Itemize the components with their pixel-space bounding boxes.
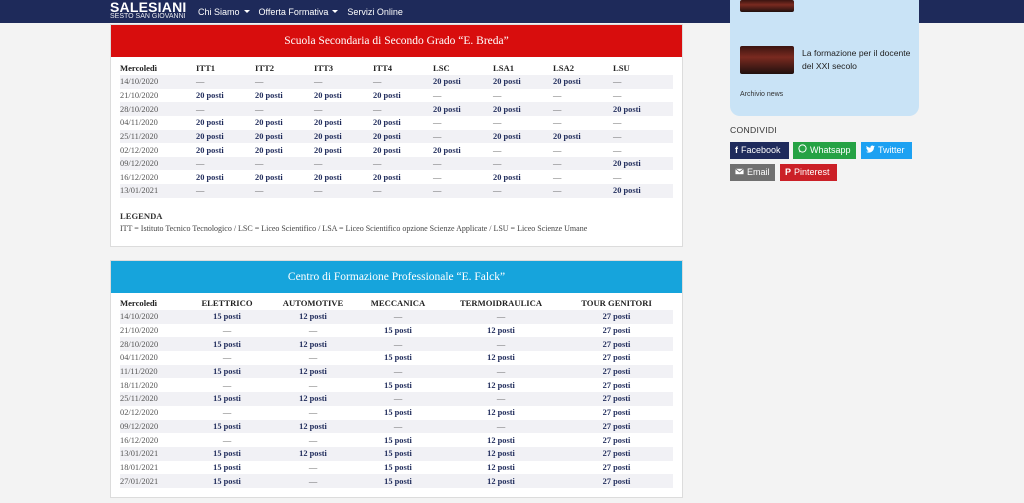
seats-cell: 27 posti bbox=[560, 365, 673, 379]
seats-cell: — bbox=[308, 353, 318, 363]
seats-cell: 20 posti bbox=[613, 102, 673, 116]
seats-cell: 27 posti bbox=[602, 435, 631, 445]
date-cell: 09/12/2020 bbox=[120, 420, 182, 434]
column-header: TERMOIDRAULICA bbox=[459, 298, 543, 308]
share-button-label: Facebook bbox=[741, 145, 781, 155]
seats-cell: 15 posti bbox=[384, 326, 412, 336]
seats-cell: 15 posti bbox=[182, 365, 272, 379]
seats-cell: 15 posti bbox=[354, 447, 442, 461]
seats-cell: 20 posti bbox=[373, 145, 401, 155]
date-cell: 11/11/2020 bbox=[120, 365, 182, 379]
seats-cell: 15 posti bbox=[213, 462, 241, 472]
seats-cell: 20 posti bbox=[196, 90, 224, 100]
news-thumbnail[interactable] bbox=[740, 0, 794, 12]
mail-icon bbox=[735, 164, 744, 181]
share-whatsapp-button[interactable] bbox=[793, 142, 856, 159]
seats-cell: 27 posti bbox=[560, 337, 673, 351]
seats-cell: — bbox=[222, 326, 232, 336]
seats-cell: 20 posti bbox=[553, 75, 613, 89]
table-row bbox=[120, 447, 673, 461]
share-button-label: Whatsapp bbox=[810, 145, 851, 155]
seats-cell: — bbox=[373, 184, 433, 198]
seats-cell: — bbox=[373, 157, 433, 171]
seats-cell: 15 posti bbox=[182, 310, 272, 324]
news-item-title[interactable]: La formazione per il docente del XXI secolo bbox=[802, 48, 911, 71]
seats-cell: — bbox=[433, 130, 493, 144]
table-row bbox=[120, 170, 673, 184]
seats-cell: 20 posti bbox=[314, 118, 342, 128]
table-row bbox=[120, 184, 673, 198]
seats-cell: — bbox=[222, 408, 232, 418]
seats-cell: — bbox=[196, 102, 255, 116]
date-cell: 21/10/2020 bbox=[120, 90, 159, 100]
seats-cell: 20 posti bbox=[373, 130, 433, 144]
seats-cell: 20 posti bbox=[493, 130, 553, 144]
seats-cell: 15 posti bbox=[384, 462, 412, 472]
seats-cell: 27 posti bbox=[560, 447, 673, 461]
seats-cell: 15 posti bbox=[354, 474, 442, 488]
table-header-row bbox=[120, 296, 673, 310]
seats-cell: 27 posti bbox=[560, 310, 673, 324]
date-cell: 16/12/2020 bbox=[120, 172, 159, 182]
seats-cell: — bbox=[553, 102, 613, 116]
table-row bbox=[120, 143, 673, 157]
seats-cell: — bbox=[493, 118, 502, 128]
seats-cell: 15 posti bbox=[384, 380, 412, 390]
seats-cell: 12 posti bbox=[272, 337, 354, 351]
seats-cell: 15 posti bbox=[182, 474, 272, 488]
seats-cell: 27 posti bbox=[602, 326, 631, 336]
date-cell: 18/11/2020 bbox=[120, 380, 158, 390]
condividi-label: CONDIVIDI bbox=[730, 125, 778, 135]
menu-item-label: Servizi Online bbox=[347, 6, 403, 17]
seats-cell: — bbox=[308, 435, 318, 445]
menu-item-servizi-online[interactable] bbox=[347, 7, 403, 17]
seats-cell: — bbox=[255, 184, 314, 198]
seats-cell: 12 posti bbox=[272, 392, 354, 406]
share-button-label: Twitter bbox=[878, 145, 905, 155]
seats-cell: — bbox=[222, 380, 232, 390]
seats-cell: 20 posti bbox=[314, 145, 342, 155]
logo-sub-text: SESTO SAN GIOVANNI bbox=[110, 13, 186, 20]
seats-cell: — bbox=[255, 102, 314, 116]
menu-item-label: Offerta Formativa bbox=[258, 6, 329, 17]
seats-cell: 15 posti bbox=[182, 392, 272, 406]
seats-cell: — bbox=[433, 157, 493, 171]
menu-item-offerta-formativa[interactable] bbox=[259, 7, 339, 17]
seats-cell: — bbox=[314, 102, 373, 116]
seats-cell: 20 posti bbox=[314, 90, 342, 100]
seats-cell: — bbox=[442, 365, 560, 379]
date-cell: 14/10/2020 bbox=[120, 310, 182, 324]
date-cell: 18/01/2021 bbox=[120, 462, 159, 472]
seats-cell: — bbox=[442, 420, 560, 434]
seats-cell: 20 posti bbox=[196, 172, 224, 182]
legend-title: LEGENDA bbox=[120, 211, 163, 221]
table-row bbox=[120, 310, 673, 324]
seats-cell: 12 posti bbox=[442, 447, 560, 461]
seats-cell: — bbox=[613, 130, 673, 144]
table-row bbox=[120, 324, 673, 338]
seats-cell: — bbox=[493, 90, 502, 100]
column-header: ELETTRICO bbox=[201, 298, 253, 308]
seats-cell: 27 posti bbox=[560, 474, 673, 488]
seats-cell: 20 posti bbox=[196, 145, 224, 155]
column-header: LSA1 bbox=[493, 63, 515, 73]
column-header: ITT4 bbox=[373, 63, 393, 73]
seats-cell: 20 posti bbox=[255, 145, 283, 155]
seats-cell: — bbox=[433, 184, 493, 198]
table-row bbox=[120, 461, 673, 475]
falck-schedule-panel bbox=[110, 260, 683, 498]
seats-cell: — bbox=[308, 380, 318, 390]
table-row bbox=[120, 157, 673, 171]
seats-cell: 20 posti bbox=[373, 118, 401, 128]
table-row bbox=[120, 337, 673, 351]
seats-cell: — bbox=[373, 102, 433, 116]
seats-cell: — bbox=[613, 118, 622, 128]
seats-cell: — bbox=[442, 337, 560, 351]
column-header: TOUR GENITORI bbox=[581, 298, 652, 308]
date-cell: 25/11/2020 bbox=[120, 392, 182, 406]
share-button-label: Pinterest bbox=[794, 167, 830, 177]
seats-cell: 12 posti bbox=[487, 435, 515, 445]
main-menu bbox=[198, 0, 403, 23]
seats-cell: — bbox=[314, 184, 373, 198]
column-header: Mercoledì bbox=[120, 63, 158, 73]
table-header-row bbox=[120, 61, 673, 75]
column-header: ITT1 bbox=[196, 63, 216, 73]
table-row bbox=[120, 392, 673, 406]
seats-cell: — bbox=[354, 392, 442, 406]
seats-cell: 20 posti bbox=[613, 157, 673, 171]
seats-cell: — bbox=[553, 145, 562, 155]
seats-cell: 15 posti bbox=[182, 337, 272, 351]
seats-cell: — bbox=[255, 75, 314, 89]
date-cell: 14/10/2020 bbox=[120, 75, 196, 89]
seats-cell: 15 posti bbox=[182, 420, 272, 434]
seats-cell: 20 posti bbox=[255, 172, 283, 182]
seats-cell: — bbox=[433, 90, 442, 100]
breda-schedule-panel bbox=[110, 24, 683, 247]
seats-cell: 12 posti bbox=[487, 326, 515, 336]
seats-cell: — bbox=[308, 462, 318, 472]
seats-cell: — bbox=[613, 75, 673, 89]
seats-cell: — bbox=[255, 157, 314, 171]
date-cell: 13/01/2021 bbox=[120, 184, 196, 198]
share-twitter-button[interactable] bbox=[861, 142, 912, 159]
seats-cell: — bbox=[613, 172, 622, 182]
seats-cell: 27 posti bbox=[602, 462, 631, 472]
seats-cell: 20 posti bbox=[433, 145, 461, 155]
seats-cell: — bbox=[314, 75, 373, 89]
seats-cell: — bbox=[442, 310, 560, 324]
seats-cell: — bbox=[493, 145, 502, 155]
menu-item-label: Chi Siamo bbox=[198, 6, 240, 17]
seats-cell: — bbox=[553, 172, 562, 182]
share-email-button[interactable] bbox=[730, 164, 775, 181]
seats-cell: — bbox=[553, 157, 613, 171]
seats-cell: — bbox=[373, 75, 433, 89]
seats-cell: — bbox=[433, 118, 442, 128]
news-card bbox=[730, 0, 919, 116]
seats-cell: 15 posti bbox=[384, 435, 412, 445]
table-row bbox=[120, 89, 673, 103]
seats-cell: 20 posti bbox=[255, 118, 283, 128]
seats-cell: — bbox=[354, 310, 442, 324]
share-facebook-button[interactable] bbox=[730, 142, 789, 159]
column-header: MECCANICA bbox=[370, 298, 426, 308]
facebook-icon: f bbox=[735, 145, 738, 155]
seats-cell: — bbox=[553, 184, 613, 198]
seats-cell: — bbox=[354, 420, 442, 434]
table-row bbox=[120, 75, 673, 89]
date-cell: 25/11/2020 bbox=[120, 130, 196, 144]
whatsapp-icon bbox=[798, 142, 807, 159]
seats-cell: 20 posti bbox=[433, 102, 493, 116]
seats-cell: 27 posti bbox=[560, 420, 673, 434]
table-row bbox=[120, 130, 673, 144]
table-row bbox=[120, 102, 673, 116]
date-cell: 09/12/2020 bbox=[120, 157, 196, 171]
seats-cell: 27 posti bbox=[602, 380, 631, 390]
share-pinterest-button[interactable] bbox=[780, 164, 837, 181]
seats-cell: — bbox=[308, 326, 318, 336]
seats-cell: 20 posti bbox=[493, 75, 553, 89]
date-cell: 02/12/2020 bbox=[120, 145, 159, 155]
seats-cell: — bbox=[442, 392, 560, 406]
archivio-news-link[interactable]: Archivio news bbox=[740, 91, 784, 98]
legend-text: ITT = Istituto Tecnico Tecnologico / LSC = Liceo Scientifico / LSA = Liceo Scientifico opzione Scienze Applicate / LSU = Liceo Scienze Umane bbox=[120, 224, 588, 233]
seats-cell: — bbox=[222, 435, 232, 445]
seats-cell: 20 posti bbox=[613, 184, 673, 198]
seats-cell: — bbox=[354, 337, 442, 351]
table-row bbox=[120, 365, 673, 379]
seats-cell: — bbox=[553, 90, 562, 100]
seats-cell: 20 posti bbox=[196, 118, 224, 128]
seats-cell: 12 posti bbox=[487, 353, 515, 363]
seats-cell: 20 posti bbox=[255, 90, 283, 100]
breda-schedule-table bbox=[120, 61, 673, 198]
date-cell: 02/12/2020 bbox=[120, 408, 159, 418]
seats-cell: 20 posti bbox=[196, 130, 255, 144]
site-logo[interactable] bbox=[110, 0, 186, 20]
share-button-label: Email bbox=[747, 167, 770, 177]
seats-cell: 27 posti bbox=[560, 392, 673, 406]
chevron-down-icon bbox=[332, 10, 338, 13]
seats-cell: 12 posti bbox=[272, 365, 354, 379]
logo-main-text: SALESIANI bbox=[110, 0, 187, 15]
seats-cell: 20 posti bbox=[493, 102, 553, 116]
seats-cell: 27 posti bbox=[602, 353, 631, 363]
falck-schedule-table bbox=[120, 296, 673, 488]
table-row bbox=[120, 406, 673, 420]
seats-cell: 20 posti bbox=[314, 130, 373, 144]
seats-cell: — bbox=[354, 365, 442, 379]
column-header: LSC bbox=[433, 63, 450, 73]
seats-cell: — bbox=[308, 408, 318, 418]
date-cell: 21/10/2020 bbox=[120, 326, 159, 336]
seats-cell: 20 posti bbox=[493, 172, 521, 182]
pinterest-icon: P bbox=[785, 167, 792, 177]
seats-cell: 15 posti bbox=[182, 447, 272, 461]
seats-cell: 20 posti bbox=[433, 75, 493, 89]
seats-cell: — bbox=[613, 145, 622, 155]
seats-cell: 20 posti bbox=[314, 172, 342, 182]
seats-cell: — bbox=[553, 118, 562, 128]
table-row bbox=[120, 378, 673, 392]
twitter-icon bbox=[866, 142, 875, 159]
seats-cell: 12 posti bbox=[487, 380, 515, 390]
seats-cell: 12 posti bbox=[272, 420, 354, 434]
seats-cell: — bbox=[222, 353, 232, 363]
seats-cell: — bbox=[196, 157, 255, 171]
table-row bbox=[120, 351, 673, 365]
menu-item-chi-siamo[interactable] bbox=[198, 7, 250, 17]
column-header: LSU bbox=[613, 63, 630, 73]
table-row bbox=[120, 116, 673, 130]
date-cell: 28/10/2020 bbox=[120, 337, 182, 351]
date-cell: 16/12/2020 bbox=[120, 435, 159, 445]
seats-cell: 12 posti bbox=[487, 462, 515, 472]
seats-cell: 27 posti bbox=[602, 408, 631, 418]
column-header: Mercoledì bbox=[120, 298, 158, 308]
seats-cell: 12 posti bbox=[442, 474, 560, 488]
date-cell: 13/01/2021 bbox=[120, 447, 182, 461]
table-row bbox=[120, 420, 673, 434]
breda-panel-title: Scuola Secondaria di Secondo Grado “E. Breda” bbox=[111, 25, 682, 57]
legend bbox=[120, 211, 587, 233]
column-header: LSA2 bbox=[553, 63, 575, 73]
seats-cell: 15 posti bbox=[384, 408, 412, 418]
seats-cell: — bbox=[314, 157, 373, 171]
seats-cell: 20 posti bbox=[255, 130, 314, 144]
seats-cell: 15 posti bbox=[384, 353, 412, 363]
chevron-down-icon bbox=[244, 10, 250, 13]
seats-cell: 12 posti bbox=[272, 310, 354, 324]
seats-cell: 20 posti bbox=[553, 130, 613, 144]
date-cell: 27/01/2021 bbox=[120, 474, 182, 488]
date-cell: 04/11/2020 bbox=[120, 118, 158, 128]
seats-cell: — bbox=[196, 184, 255, 198]
seats-cell: — bbox=[433, 172, 442, 182]
seats-cell: 12 posti bbox=[272, 447, 354, 461]
seats-cell: — bbox=[196, 75, 255, 89]
news-thumbnail[interactable] bbox=[740, 46, 794, 74]
table-row bbox=[120, 474, 673, 488]
seats-cell: — bbox=[493, 157, 553, 171]
column-header: ITT3 bbox=[314, 63, 334, 73]
seats-cell: 20 posti bbox=[373, 90, 401, 100]
column-header: ITT2 bbox=[255, 63, 275, 73]
seats-cell: 12 posti bbox=[487, 408, 515, 418]
falck-panel-title: Centro di Formazione Professionale “E. Falck” bbox=[111, 261, 682, 293]
date-cell: 04/11/2020 bbox=[120, 353, 158, 363]
date-cell: 28/10/2020 bbox=[120, 102, 196, 116]
seats-cell: 20 posti bbox=[373, 172, 401, 182]
table-row bbox=[120, 433, 673, 447]
column-header: AUTOMOTIVE bbox=[282, 298, 344, 308]
seats-cell: — bbox=[613, 90, 622, 100]
seats-cell: — bbox=[272, 474, 354, 488]
seats-cell: — bbox=[493, 184, 553, 198]
